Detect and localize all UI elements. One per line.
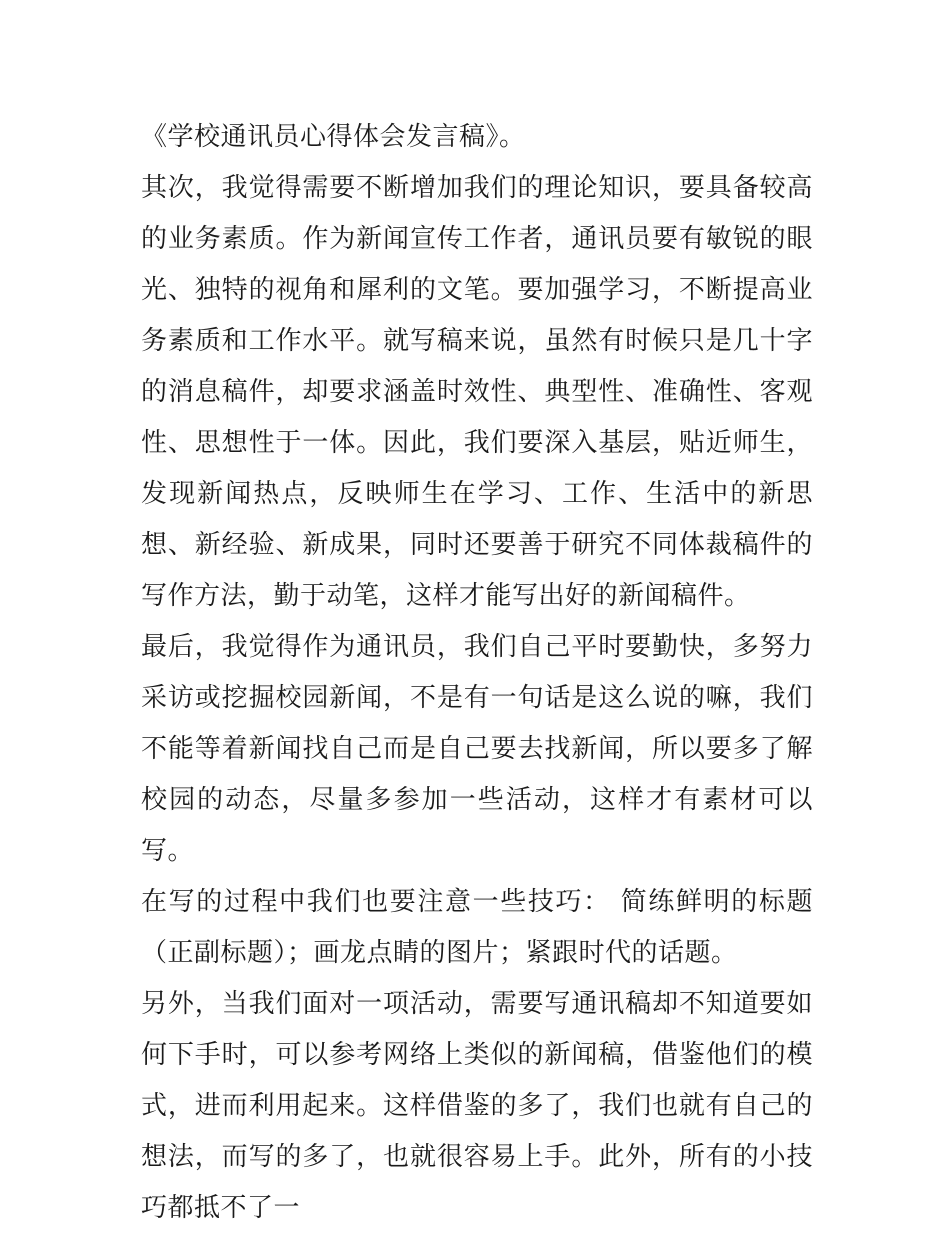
paragraph-writing-tips: 在写的过程中我们也要注意一些技巧： 简练鲜明的标题（正副标题）；画龙点睛的图片；紧跟时代的话题。	[141, 887, 813, 968]
paragraph-title-reference: 《学校通讯员心得体会发言稿》。	[141, 122, 526, 152]
paragraph-second: 其次，我觉得需要不断增加我们的理论知识，要具备较高的业务素质。作为新闻宣传工作者，通讯员要有敏锐的眼光、独特的视角和犀利的文笔。要加强学习，不断提高业务素质和工作水平。就写稿来说，虽然有时候只是几十字的消息稿件，却要求涵盖时效性、典型性、准确性、客观性、思想性于一体。因此，我们要深入基层，贴近师生，发现新闻热点，反映师生在学习、工作、生活中的新思想、新经验、新成果，同时还要善于研究不同体裁稿件的写作方法，勤于动笔，这样才能写出好的新闻稿件。	[141, 173, 813, 611]
paragraph-additionally: 另外，当我们面对一项活动，需要写通讯稿却不知道要如何下手时，可以参考网络上类似的新闻稿，借鉴他们的模式，进而利用起来。这样借鉴的多了，我们也就有自己的想法，而写的多了，也就很容易上手。此外，所有的小技巧都抵不了一	[141, 989, 813, 1223]
document-body	[141, 112, 813, 1234]
paragraph-last: 最后，我觉得作为通讯员，我们自己平时要勤快，多努力采访或挖掘校园新闻，不是有一句话是这么说的嘛，我们不能等着新闻找自己而是自己要去找新闻，所以要多了解校园的动态，尽量多参加一些活动，这样才有素材可以写。	[141, 632, 813, 866]
